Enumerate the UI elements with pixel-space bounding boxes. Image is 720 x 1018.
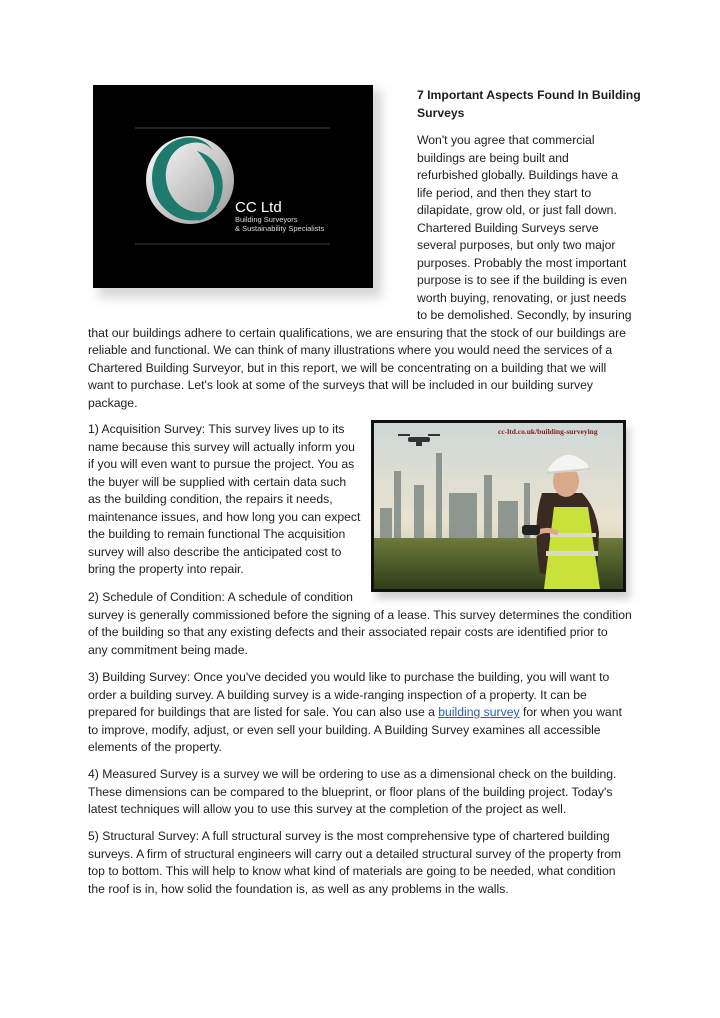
text-line: bring the property into repair. [88, 562, 244, 576]
logo-name: CC Ltd [235, 199, 282, 216]
photo-watermark: cc-ltd.co.uk/building-surveying [498, 427, 598, 436]
text-line: order a building survey. A building survey is a wide-ranging inspection of a property. It can be [88, 687, 587, 702]
text-line: latest techniques will allow you to use this survey at the completion of the project as well. [88, 802, 567, 816]
text-line: 5) Structural Survey: A full structural survey is the most comprehensive type of chartered building [88, 829, 610, 843]
text-span: for when you want [519, 705, 622, 719]
text-line: top to bottom. This will help to know what kind of materials are going to be needed, what condition [88, 864, 616, 878]
text-line: Chartered Building Surveys serve [417, 220, 599, 235]
text-line: reliable and functional. We can think of many illustrations where you would need the services of a [88, 343, 613, 357]
company-logo-image [93, 85, 373, 288]
text-line: of the building so that any existing defects and their associated repair costs are identified prior to [88, 625, 608, 639]
text-line: want to purchase. Let's look at some of the surveys that will be included in our building survey [88, 378, 593, 392]
text-line: buildings are being built and [417, 150, 569, 165]
article-title-line-1: 7 Important Aspects Found In Building [417, 88, 641, 102]
text-line: elements of the property. [88, 740, 222, 754]
text-line: Chartered Building Surveyor, but in this report, we will be concentrating on a building that we will [88, 360, 607, 375]
text-line: refurbished globally. Buildings have a [417, 168, 618, 182]
text-line: purposes. Probably the most important [417, 255, 627, 270]
text-span: prepared for buildings that are listed for sale. You can also use a [88, 705, 439, 719]
surveyor-photo-graphic [374, 423, 623, 589]
text-line: the roof is in, how solid the foundation is, as well as any problems in the walls. [88, 881, 509, 896]
surveyor-photo [371, 420, 626, 592]
text-line: the building to remain functional The acquisition [88, 527, 346, 541]
text-line: 2) Schedule of Condition: A schedule of condition [88, 590, 353, 604]
text-line [88, 704, 622, 722]
text-line: to be demolished. Secondly, by insuring [417, 308, 632, 322]
logo-graphic [93, 85, 373, 288]
text-line: surveys. A firm of structural engineers will carry out a detailed structural survey of the property from [88, 846, 622, 861]
text-line: several purposes, but only two major [417, 238, 616, 252]
text-line: These dimensions can be compared to the blueprint, or floor plans of the building project. Today's [88, 784, 613, 799]
text-line: if you will even want to pursue the project. You as [88, 457, 355, 471]
text-line: any commitment being made. [88, 642, 248, 657]
text-line: purpose is to see if the building is even [417, 273, 628, 287]
article-title-line-2: Surveys [417, 106, 465, 120]
building-survey-link[interactable]: building survey [438, 705, 520, 719]
text-line: survey is generally commissioned before the signing of a lease. This survey determines the condition [88, 607, 632, 622]
logo-tagline-1: Building Surveyors [235, 215, 298, 224]
text-line: package. [88, 395, 138, 410]
text-line: worth buying, renovating, or just needs [417, 290, 627, 305]
text-line: as the building condition, the repairs it needs, [88, 492, 333, 506]
text-line: Won't you agree that commercial [417, 133, 595, 147]
text-line: the buyer will be supplied with certain data such [88, 474, 347, 489]
text-line: life period, and then they start to [417, 185, 592, 200]
text-line: 3) Building Survey: Once you've decided you would like to purchase the building, you will want to [88, 670, 610, 684]
text-line: 4) Measured Survey is a survey we will be ordering to use as a dimensional check on the building. [88, 767, 617, 781]
logo-tagline-2: & Sustainability Specialists [235, 224, 325, 233]
text-line: maintenance issues, and how long you can expect [88, 509, 361, 524]
text-line: that our buildings adhere to certain qualifications, we are ensuring that the stock of our buildings are [88, 325, 626, 340]
text-line: 1) Acquisition Survey: This survey lives up to its [88, 422, 345, 436]
text-line: name because this survey will actually inform you [88, 439, 355, 454]
text-line: to improve, modify, adjust, or even sell your building. A Building Survey examines all accessible [88, 722, 601, 737]
text-line: dilapidate, grow old, or just fall down. [417, 203, 617, 217]
text-line: survey will also describe the anticipated cost to [88, 544, 342, 559]
